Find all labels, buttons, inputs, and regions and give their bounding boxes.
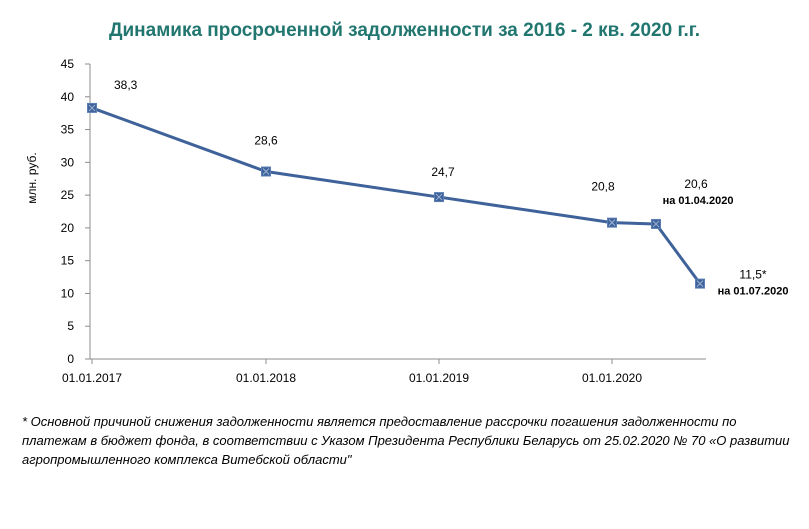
series-line	[88, 103, 705, 288]
data-label: 11,5*	[739, 267, 767, 282]
y-tick-label: 25	[60, 188, 74, 203]
data-label-note: на 01.04.2020	[662, 194, 734, 207]
data-label: 20,8	[591, 179, 615, 194]
data-label: 24,7	[431, 165, 455, 180]
y-axis-label: млн. руб.	[25, 152, 39, 204]
y-tick-label: 5	[67, 319, 74, 334]
y-tick-label: 20	[60, 220, 74, 235]
y-tick-label: 45	[60, 57, 74, 71]
y-tick-label: 0	[67, 352, 74, 366]
x-tick-label: 01.01.2019	[408, 371, 470, 385]
series-line-path	[92, 108, 700, 284]
axes	[85, 64, 706, 364]
y-tick-label: 30	[60, 155, 74, 170]
chart-title: Динамика просроченной задолженности за 2016 - 2 кв. 2020 г.г.	[108, 20, 701, 41]
y-tick-label: 15	[60, 253, 74, 268]
y-tick-label: 10	[60, 286, 74, 301]
x-tick-label: 01.01.2020	[581, 371, 643, 385]
y-tick-label: 35	[60, 122, 74, 137]
data-label: 28,6	[254, 133, 278, 148]
x-tick-label: 01.01.2017	[61, 371, 123, 385]
data-label: 20,6	[684, 176, 708, 191]
footnote: * Основной причиной снижения задолженности является предоставление рассрочки погашения задолженности по платежам в бюджет фонда, в соответствии с Указом Президента Республики Беларусь от 25.02.2020 № 70 «О развитии агропромышленного комплекса Витебской области"	[22, 414, 790, 467]
data-label-note: на 01.07.2020	[717, 285, 789, 298]
tick-labels	[61, 57, 643, 385]
data-label: 38,3	[114, 77, 138, 92]
x-tick-label: 01.01.2018	[235, 371, 297, 385]
y-tick-label: 40	[60, 89, 74, 104]
